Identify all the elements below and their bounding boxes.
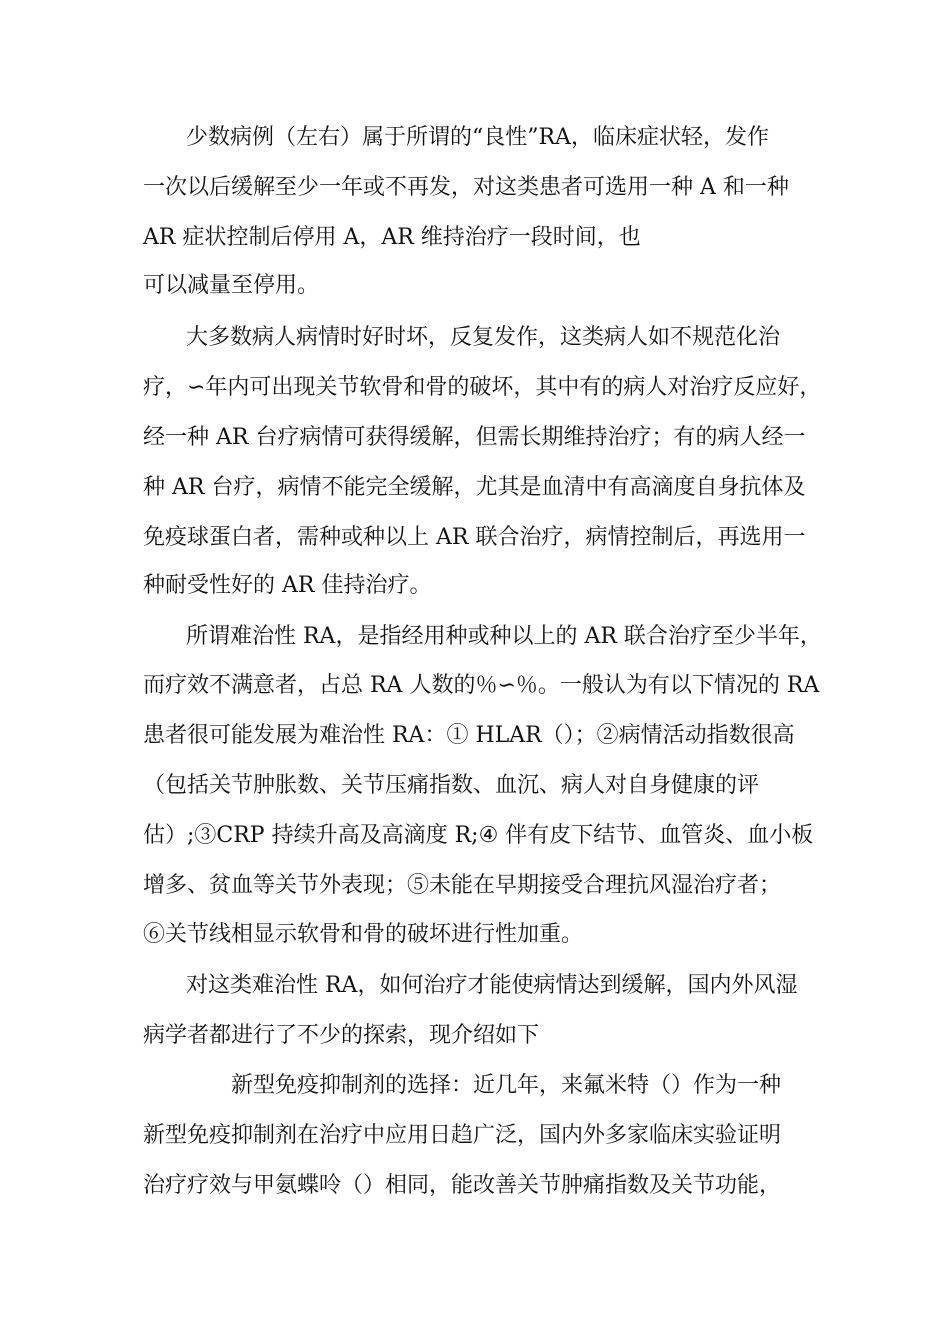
text-line: 病学者都进行了不少的探索，现介绍如下	[143, 1023, 540, 1048]
text-line: 免疫球蛋白者，需种或种以上 AR 联合治疗，病情控制后，再选用一	[143, 525, 806, 550]
text-line: 而疗效不满意者，占总 RA 人数的％∽％。一般认为有以下情况的 RA	[143, 673, 820, 698]
text-line: 少数病例（左右）属于所谓的“良性”RA，临床症状轻，发作	[186, 125, 769, 150]
text-line: （包括关节肿胀数、关节压痛指数、血沉、病人对自身健康的评	[143, 773, 760, 798]
text-line: 一次以后缓解至少一年或不再发，对这类患者可选用一种 A 和一种	[143, 175, 789, 200]
text-line: 增多、贫血等关节外表现；⑤未能在早期接受合理抗风湿治疗者；	[143, 873, 782, 898]
text-line: 种 AR 台疗，病情不能完全缓解，尤其是血清中有高滴度自身抗体及	[143, 475, 806, 500]
text-line: AR 症状控制后停用 A，AR 维持治疗一段时间，也	[143, 225, 641, 250]
text-line: 种耐受性好的 AR 佳持治疗。	[143, 573, 432, 598]
text-line: 疗，∽年内可出现关节软骨和骨的破坏，其中有的病人对治疗反应好，	[143, 375, 822, 400]
text-line: 患者很可能发展为难治性 RA：① HLAR（）；②病情活动指数很高	[143, 723, 795, 748]
text-line: 估）;③CRP 持续升高及高滴度 R;④ 伴有皮下结节、血管炎、血小板	[143, 823, 814, 848]
text-line: 经一种 AR 台疗病情可获得缓解，但需长期维持治疗；有的病人经一	[143, 425, 806, 450]
text-line: 新型免疫抑制剂的选择：近几年，来氟米特（）作为一种	[231, 1073, 782, 1098]
text-line: 大多数病人病情时好时坏，反复发作，这类病人如不规范化治	[186, 325, 781, 350]
text-line: 对这类难治性 RA，如何治疗才能使病情达到缓解，国内外风湿	[186, 973, 798, 998]
text-line: ⑥关节线相显示软骨和骨的破坏进行性加重。	[143, 922, 584, 947]
text-line: 新型免疫抑制剂在治疗中应用日趋广泛，国内外多家临床实验证明	[143, 1123, 782, 1148]
text-line: 可以减量至停用。	[143, 273, 320, 298]
text-line: 所谓难治性 RA，是指经用种或种以上的 AR 联合治疗至少半年，	[186, 624, 822, 649]
text-line: 治疗疗效与甲氨蝶呤（）相同，能改善关节肿痛指数及关节功能，	[143, 1173, 782, 1198]
